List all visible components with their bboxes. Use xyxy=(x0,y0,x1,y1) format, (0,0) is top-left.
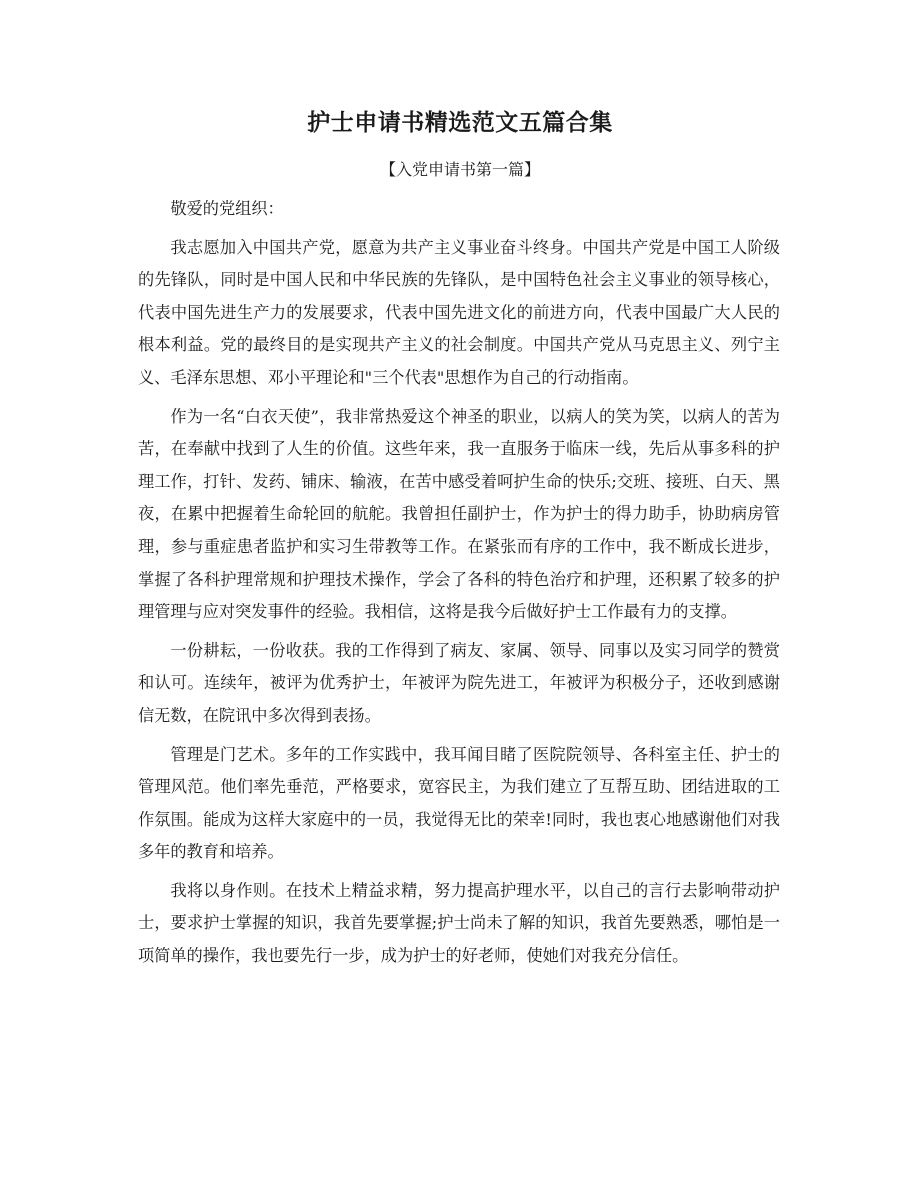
paragraph: 作为一名“白衣天使”，我非常热爱这个神圣的职业，以病人的笑为笑，以病人的苦为苦，在奉献中找到了人生的价值。这些年来，我一直服务于临床一线，先后从事多科的护理工作，打针、发药、铺床、输液，在苦中感受着呵护生命的快乐;交班、接班、白天、黑夜，在累中把握着生命轮回的航舵。我曾担任副护士，作为护士的得力助手，协助病房管理，参与重症患者监护和实习生带教等工作。在紧张而有序的工作中，我不断成长进步，掌握了各科护理常规和护理技术操作，学会了各科的特色治疗和护理，还积累了较多的护理管理与应对突发事件的经验。我相信，这将是我今后做好护士工作最有力的支撑。 xyxy=(138,406,780,622)
salutation: 敬爱的党组织： xyxy=(170,199,284,218)
paragraph: 我志愿加入中国共产党，愿意为共产主义事业奋斗终身。中国共产党是中国工人阶级的先锋队，同时是中国人民和中华民族的先锋队，是中国特色社会主义事业的领导核心，代表中国先进生产力的发展要求，代表中国先进文化的前进方向，代表中国最广大人民的根本利益。党的最终目的是实现共产主义的社会制度。中国共产党从马克思主义、列宁主义、毛泽东思想、邓小平理论和"三个代表"思想作为自己的行动指南。 xyxy=(138,237,780,387)
paragraph: 我将以身作则。在技术上精益求精，努力提高护理水平，以自己的言行去影响带动护士，要求护士掌握的知识，我首先要掌握;护士尚未了解的知识，我首先要熟悉，哪怕是一项简单的操作，我也要先行一步，成为护士的好老师，使她们对我充分信任。 xyxy=(138,880,780,966)
paragraph: 一份耕耘，一份收获。我的工作得到了病友、家属、领导、同事以及实习同学的赞赏和认可。连续年，被评为优秀护士，年被评为院先进工，年被评为积极分子，还收到感谢信无数，在院讯中多次得到表扬。 xyxy=(138,640,780,725)
paragraph: 管理是门艺术。多年的工作实践中，我耳闻目睹了医院院领导、各科室主任、护士的管理风范。他们率先垂范，严格要求，宽容民主，为我们建立了互帮互助、团结进取的工作氛围。能成为这样大家庭中的一员，我觉得无比的荣幸!同时，我也衷心地感谢他们对我多年的教育和培养。 xyxy=(138,744,780,862)
section-heading: 【入党申请书第一篇】 xyxy=(379,160,540,179)
document-title: 护士申请书精选范文五篇合集 xyxy=(307,109,613,136)
document-body xyxy=(138,193,780,973)
